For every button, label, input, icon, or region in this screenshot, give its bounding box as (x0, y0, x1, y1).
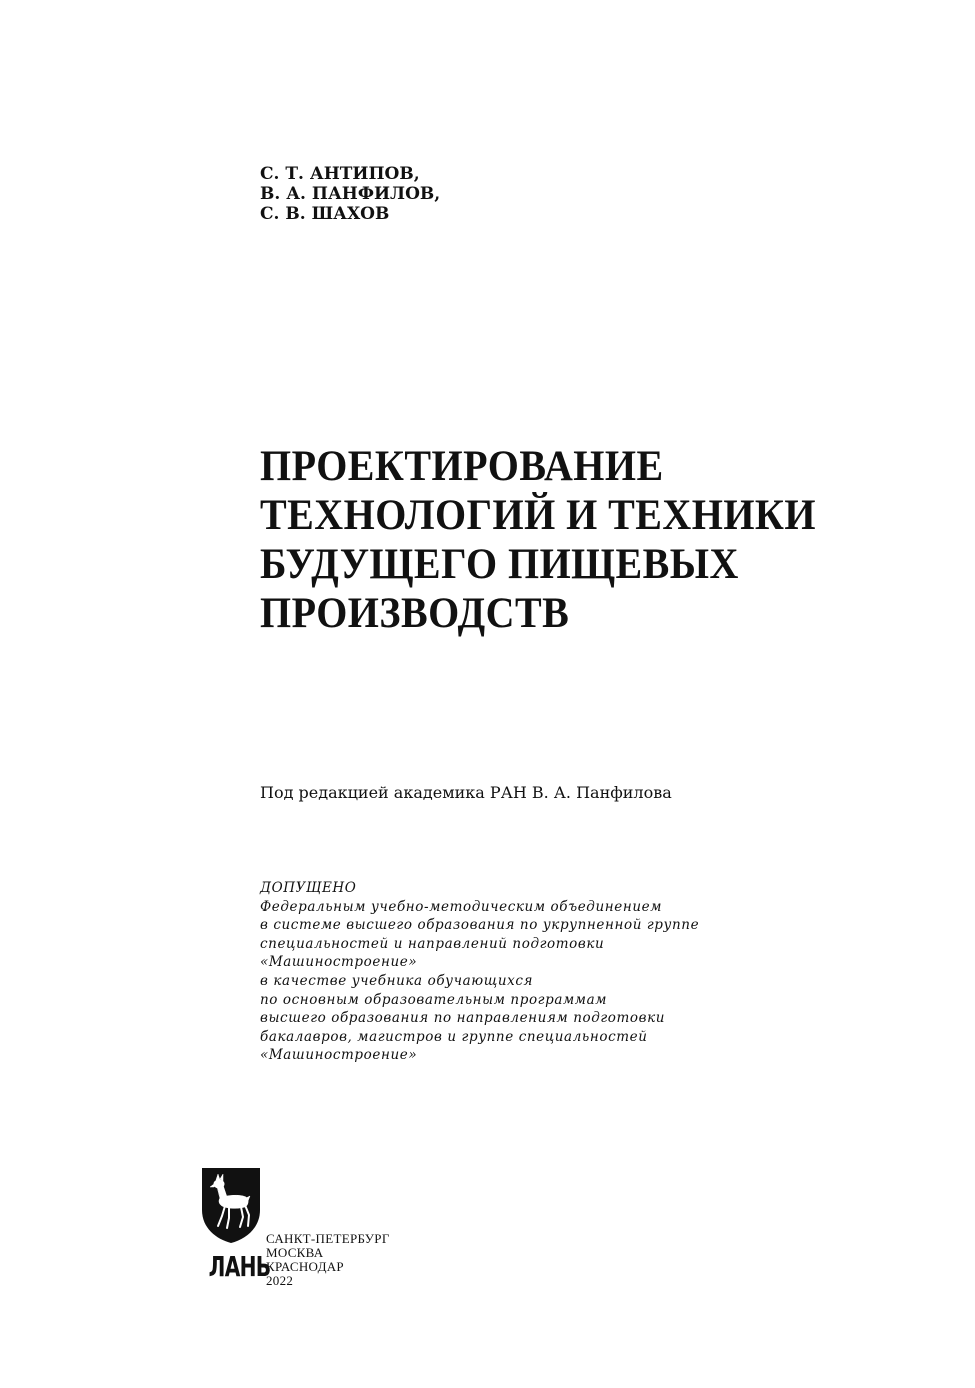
approval-line: в качестве учебника обучающихся (260, 972, 534, 989)
approval-line: Федеральным учебно-методическим объединением (260, 898, 662, 915)
title-line: ПРОЕКТИРОВАНИЕ (260, 443, 664, 490)
approval-line: по основным образовательным программам (260, 991, 608, 1008)
author-name: В. А. ПАНФИЛОВ, (260, 184, 441, 204)
book-title (260, 442, 911, 638)
publisher-logo-text: ЛАНЬ (208, 1250, 271, 1283)
publication-year: 2022 (266, 1273, 294, 1288)
approval-line: ДОПУЩЕНО (260, 880, 357, 896)
city-name: МОСКВА (266, 1245, 324, 1260)
authors-block (260, 164, 440, 224)
city-name: САНКТ-ПЕТЕРБУРГ (266, 1231, 390, 1246)
approval-line: специальностей и направлений подготовки (260, 935, 605, 952)
author-name: С. В. ШАХОВ (260, 204, 390, 224)
doe-shield-icon (200, 1166, 262, 1244)
approval-line: «Машиностроение» (260, 954, 418, 971)
title-line: ТЕХНОЛОГИЙ И ТЕХНИКИ (260, 492, 816, 539)
approval-line: в системе высшего образования по укрупненной группе (260, 917, 700, 934)
approval-line: высшего образования по направлениям подготовки (260, 1010, 666, 1027)
publisher-logo (200, 1166, 271, 1292)
approval-line: «Машиностроение» (260, 1047, 418, 1064)
approval-block (260, 879, 699, 1065)
editor-line: Под редакцией академика РАН В. А. Панфилова (260, 783, 672, 802)
publisher-imprint (266, 1232, 390, 1288)
title-line: ПРОИЗВОДСТВ (260, 590, 570, 637)
approval-line: бакалавров, магистров и группе специальностей (260, 1028, 648, 1045)
title-line: БУДУЩЕГО ПИЩЕВЫХ (260, 541, 739, 588)
city-name: КРАСНОДАР (266, 1259, 344, 1274)
author-name: С. Т. АНТИПОВ, (260, 164, 420, 184)
